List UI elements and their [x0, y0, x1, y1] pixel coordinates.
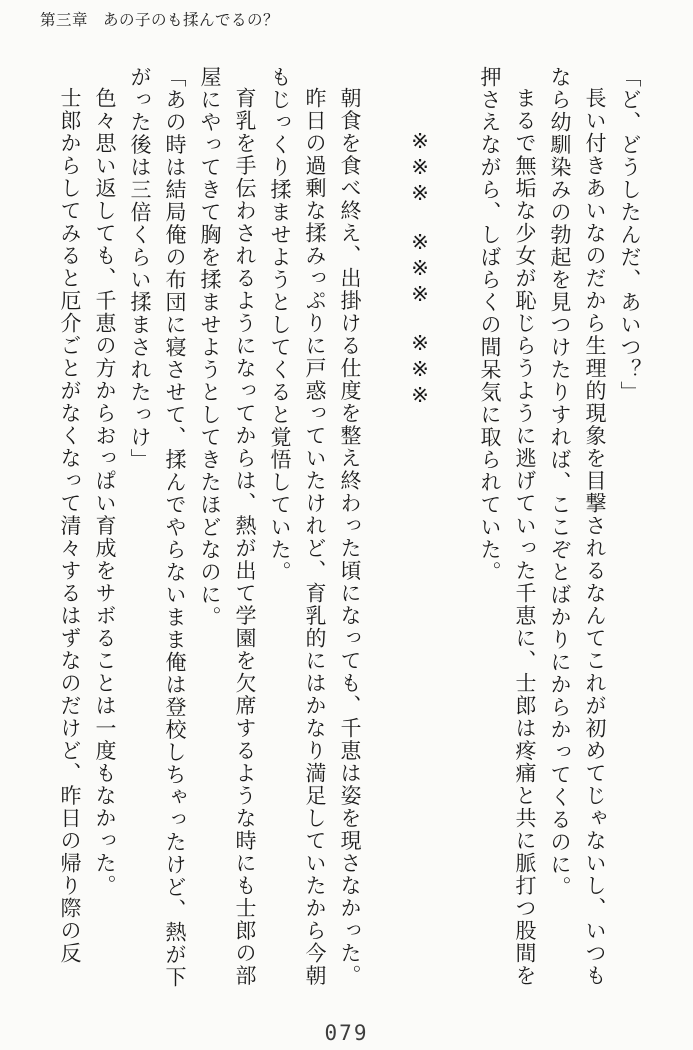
page-number: 079 — [324, 1021, 369, 1045]
paragraph: 育乳を手伝わされるようになってからは、熱が出て学園を欠席するような時にも士郎の部屋にやってきて胸を揉ませようとしてきたほどなのに。 — [198, 66, 257, 987]
paragraph: 士郎からしてみると厄介ごとがなくなって清々するはずなのだけど、昨日の帰り際の反 — [58, 87, 82, 965]
paragraph: 色々思い返しても、千恵の方からおっぱい育成をサボることは一度もなかった。 — [93, 87, 117, 897]
section-divider: ※※※ ※※※ ※※※ — [408, 129, 432, 409]
paragraph: 「あの時は結局俺の布団に寝させて、揉んでやらないまま俺は登校しちゃったけど、熱が下がった後は三倍くらい揉まされたっけ」 — [128, 66, 187, 989]
paragraph: 「ど、どうしたんだ、あいつ？」 — [618, 66, 642, 404]
paragraph: まるで無垢な少女が恥じらうように逃げていった千恵に、士郎は疼痛と共に脈打つ股間を押さえながら、しばらくの間呆気に取られていた。 — [478, 66, 537, 987]
paragraph: 朝食を食べ終え、出掛ける仕度を整え終わった頃になっても、千恵は姿を現さなかった。 — [338, 87, 362, 987]
paragraph: 昨日の過剰な揉みっぷりに戸惑っていたけれど、育乳的にはかなり満足していたから今朝もじっくり揉ませようとしてくると覚悟していた。 — [268, 66, 327, 987]
body-text — [52, 66, 647, 990]
running-header — [40, 8, 279, 30]
chapter-number: 第三章 — [40, 11, 89, 29]
chapter-title: あの子のも揉んでるの？ — [103, 11, 280, 29]
page-footer — [0, 1021, 693, 1045]
paragraph: 長い付きあいなのだから生理的現象を目撃されるなんてこれが初めてじゃないし、いつもなら幼馴染みの勃起を見つけたりすれば、ここぞとばかりにからかってくるのに。 — [548, 66, 607, 987]
